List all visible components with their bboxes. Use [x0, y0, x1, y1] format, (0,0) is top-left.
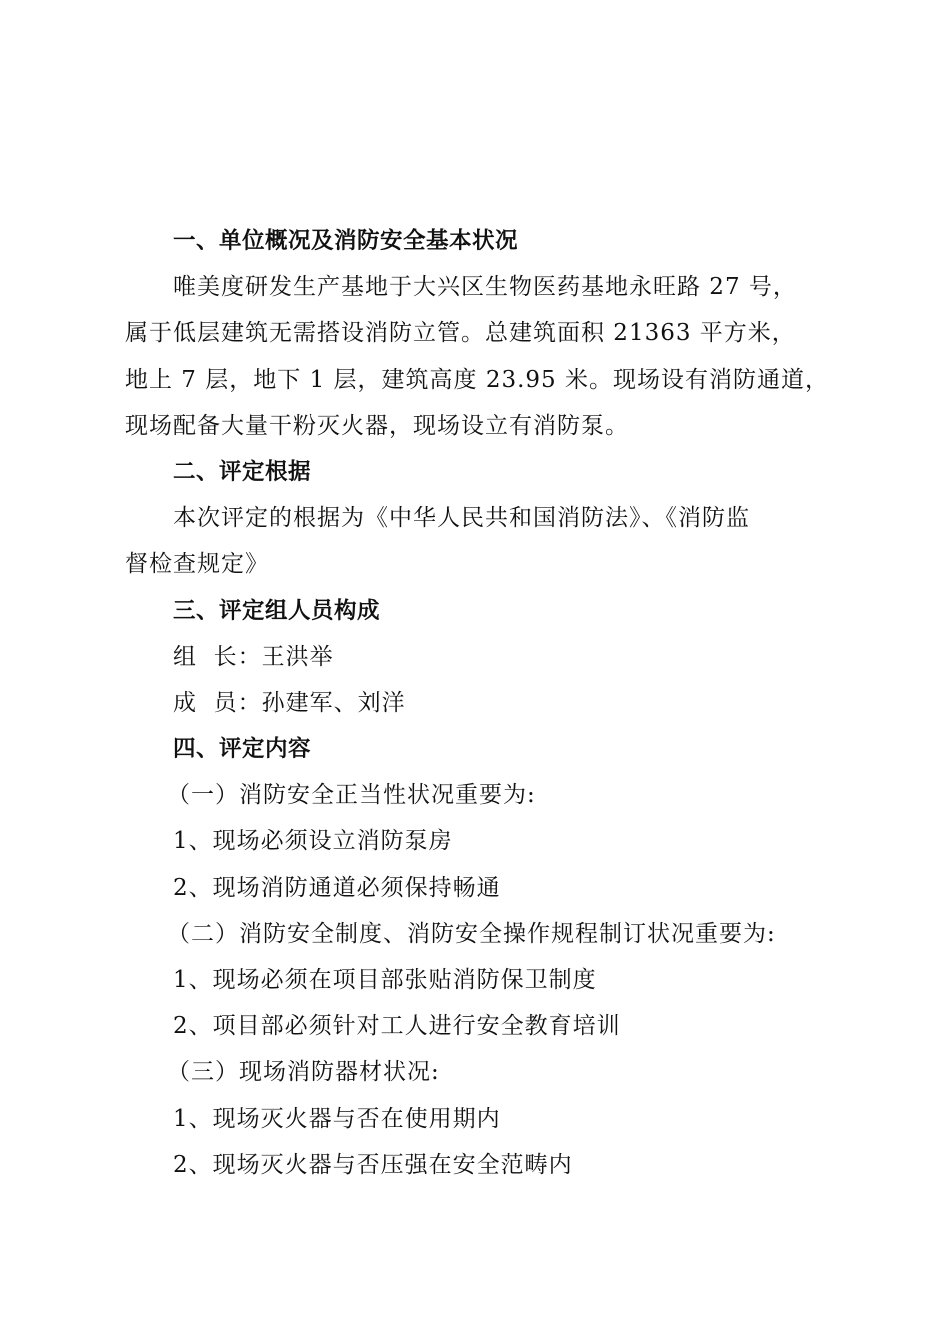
- subsection-title-3: （三）现场消防器材状况:: [167, 1059, 440, 1086]
- section-heading-3: 三、评定组人员构成: [173, 597, 381, 624]
- subsection-title-1: （一）消防安全正当性状况重要为:: [167, 782, 536, 809]
- list-item: 1、现场灭火器与否在使用期内: [173, 1105, 501, 1132]
- paragraph-line: 督检查规定》: [125, 551, 269, 578]
- team-leader-line: 组 长：王洪举: [173, 643, 334, 670]
- list-item: 2、项目部必须针对工人进行安全教育培训: [173, 1013, 621, 1040]
- paragraph-line: 现场配备大量干粉灭火器，现场设立有消防泵。: [125, 412, 629, 439]
- paragraph-line: 属于低层建筑无需搭设消防立管。总建筑面积 21363 平方米，: [125, 320, 796, 347]
- list-item: 1、现场必须设立消防泵房: [173, 828, 453, 855]
- section-heading-4: 四、评定内容: [173, 736, 312, 763]
- paragraph-line: 本次评定的根据为《中华人民共和国消防法》、《消防监: [173, 505, 750, 532]
- subsection-title-2: （二）消防安全制度、消防安全操作规程制订状况重要为:: [167, 920, 776, 947]
- list-item: 2、现场消防通道必须保持畅通: [173, 874, 501, 901]
- section-heading-1: 一、单位概况及消防安全基本状况: [173, 228, 519, 254]
- list-item: 1、现场必须在项目部张贴消防保卫制度: [173, 967, 597, 993]
- paragraph-line: 唯美度研发生产基地于大兴区生物医药基地永旺路 27 号，: [173, 274, 797, 301]
- list-item: 2、现场灭火器与否压强在安全范畴内: [173, 1151, 573, 1178]
- section2-paragraph: [125, 495, 830, 587]
- team-members-line: 成 员：孙建军、刘洋: [173, 689, 406, 716]
- section1-paragraph: [125, 264, 830, 449]
- section-heading-2: 二、评定根据: [173, 458, 312, 485]
- paragraph-line: 地上 7 层，地下 1 层，建筑高度 23.95 米。现场设有消防通道，: [125, 366, 829, 393]
- document-body: [125, 218, 830, 1188]
